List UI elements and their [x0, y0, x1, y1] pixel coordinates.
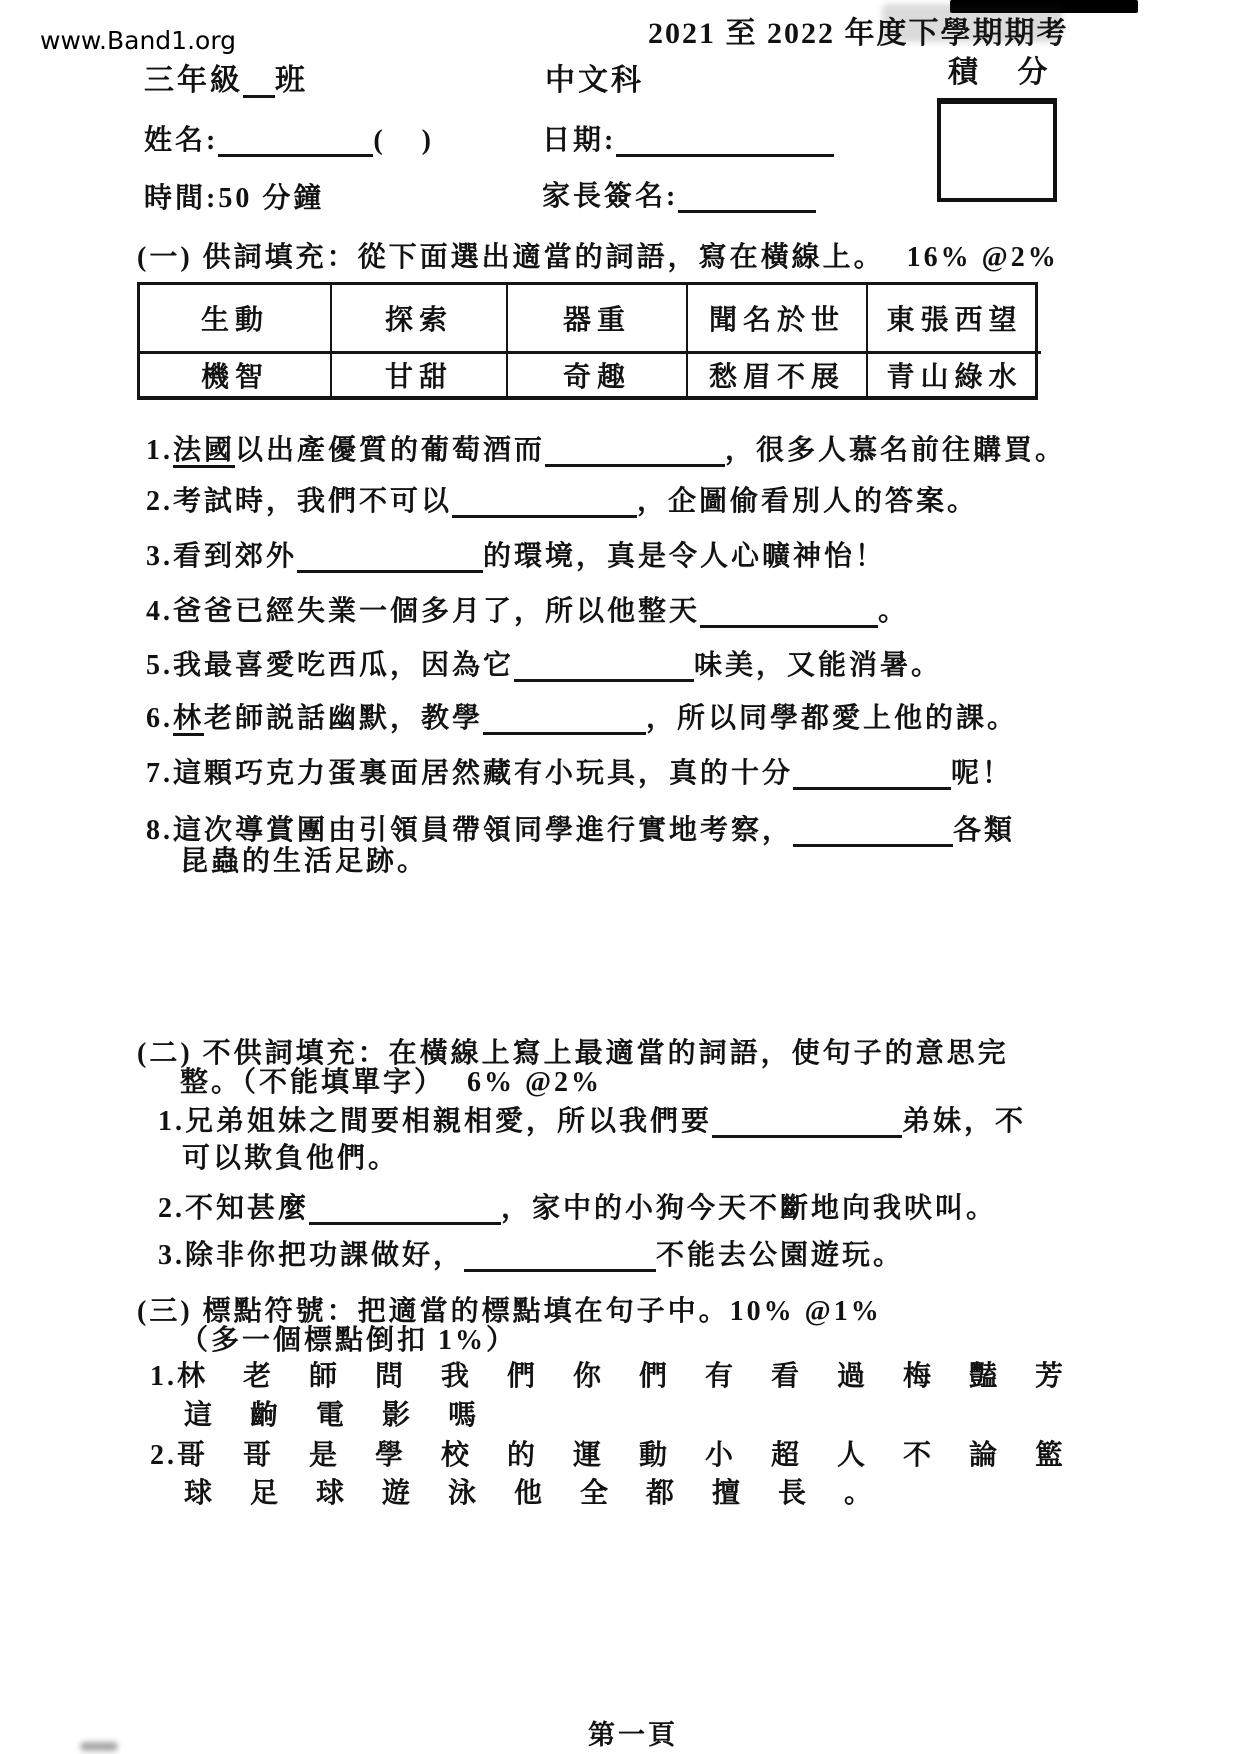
parent-sign-blank	[678, 200, 816, 213]
question-number: 3.	[146, 541, 173, 572]
section1-marks: 16% @2%	[906, 242, 1059, 273]
question-text: 這次導賞團由引領員帶領同學進行實地考察，	[173, 815, 794, 846]
watermark: www.Band1.org	[40, 26, 237, 55]
question-number: 8.	[146, 815, 173, 846]
answer-blank	[297, 560, 483, 573]
word-bank-cell: 奇趣	[506, 351, 686, 396]
answer-blank	[712, 1125, 902, 1138]
question-text: ，很多人慕名前往購買。	[725, 435, 1067, 466]
question-number: 5.	[146, 650, 173, 681]
s1-question-8-line2: 昆蟲的生活足跡。	[180, 846, 429, 877]
question-number: 1.	[146, 435, 173, 466]
question-text: 爸爸已經失業一個多月了，所以他整天	[173, 596, 701, 627]
name-label: 姓名:	[144, 125, 219, 156]
question-number: 2.	[146, 486, 173, 517]
section1-heading	[137, 241, 1059, 274]
s1-question-8	[146, 814, 1015, 847]
section2-heading-line2	[180, 1066, 602, 1099]
s2-question-2	[158, 1192, 997, 1225]
question-number: 4.	[146, 596, 173, 627]
question-text: 除非你把功課做好，	[185, 1240, 465, 1271]
answer-blank	[793, 777, 951, 790]
name-blank	[218, 144, 373, 157]
s2-question-1	[158, 1105, 1026, 1138]
question-number: 2.	[150, 1440, 177, 1471]
score-box	[937, 98, 1057, 202]
question-text: 以出產優質的葡萄酒而	[235, 435, 546, 466]
s3-question-1-line2: 這齣電影嗎	[184, 1400, 515, 1431]
word-bank-cell: 機智	[140, 351, 330, 396]
subject-label: 中文科	[545, 64, 644, 97]
question-number: 1.	[150, 1361, 177, 1392]
section2-heading-line1: (二) 不供詞填充：在橫線上寫上最適當的詞語，使句子的意思完	[137, 1038, 1009, 1069]
question-text: 味美，又能消暑。	[694, 650, 943, 681]
class-field	[144, 64, 308, 98]
question-number: 3.	[158, 1240, 185, 1271]
answer-blank	[545, 454, 725, 467]
exam-title: 2021 至 2022 年度下學期期考	[648, 17, 1069, 50]
question-text: 考試時，我們不可以	[173, 486, 453, 517]
answer-blank	[483, 722, 646, 735]
s3-question-2-line2: 球足球遊泳他全都擅長。	[184, 1478, 911, 1509]
answer-blank	[700, 615, 878, 628]
s1-question-5	[146, 649, 942, 682]
section3-heading-line2: （多一個標點倒扣 1%）	[180, 1325, 518, 1356]
s3-question-2-line1	[150, 1439, 1101, 1472]
question-text: 我最喜愛吃西瓜，因為它	[173, 650, 515, 681]
s1-question-4	[146, 595, 909, 628]
date-blank	[616, 144, 834, 157]
section2-marks: 6% @2%	[467, 1067, 603, 1098]
word-bank-table	[137, 282, 1038, 400]
question-text: 不知甚麼	[185, 1193, 310, 1224]
word-bank-cell: 生動	[200, 305, 269, 336]
parent-sign-label: 家長簽名:	[542, 181, 679, 212]
s1-question-2	[146, 485, 978, 518]
question-text: 看到郊外	[173, 541, 298, 572]
word-bank-cell: 東張西望	[866, 285, 1041, 351]
s2-question-1-line2: 可以欺負他們。	[182, 1143, 400, 1174]
section3-heading-text: (三) 標點符號：把適當的標點填在句子中。	[137, 1296, 730, 1327]
page-footer: 第一頁	[588, 1720, 678, 1750]
date-label: 日期:	[542, 125, 617, 156]
question-text: ，企圖偷看別人的答案。	[637, 486, 979, 517]
question-text: 這顆巧克力蛋裏面居然藏有小玩具，真的十分	[173, 758, 794, 789]
name-field	[144, 124, 434, 157]
word-bank-cell: 聞名於世	[686, 285, 866, 351]
word-bank-cell: 探索	[330, 285, 506, 351]
question-text: 兄弟姐妹之間要相親相愛，所以我們要	[185, 1106, 713, 1137]
word-bank-cell: 器重	[506, 285, 686, 351]
parent-sign-field	[542, 180, 816, 213]
score-label: 積 分	[948, 56, 1064, 89]
question-text: 不能去公園遊玩。	[656, 1240, 905, 1271]
underlined-word: 林	[173, 703, 205, 734]
scan-smudge-bottom-left	[80, 1742, 118, 1751]
question-number: 1.	[158, 1106, 185, 1137]
answer-blank	[793, 834, 953, 847]
question-text: 林老師問我們你們有看過梅豔芳	[177, 1361, 1102, 1392]
word-bank-cell: 甘甜	[330, 351, 506, 396]
s1-question-1	[146, 434, 1066, 467]
underlined-word: 法國	[173, 435, 236, 466]
question-text: 哥哥是學校的運動小超人不論籃	[177, 1440, 1102, 1471]
section3-marks: 10% @1%	[729, 1296, 882, 1327]
class-blank	[243, 85, 275, 98]
s3-question-1-line1	[150, 1360, 1101, 1393]
question-number: 6.	[146, 703, 173, 734]
name-paren: ( )	[373, 125, 434, 156]
question-text: 各類	[953, 815, 1016, 846]
s1-question-6	[146, 702, 1018, 735]
answer-blank	[464, 1259, 656, 1272]
question-text: 弟妹，不	[902, 1106, 1027, 1137]
word-bank-cell: 青山綠水	[866, 351, 1041, 396]
question-text: ，所以同學都愛上他的課。	[646, 703, 1019, 734]
class-suffix: 班	[275, 64, 308, 97]
s1-question-3	[146, 540, 886, 573]
question-text: 呢！	[951, 758, 1014, 789]
answer-blank	[514, 669, 694, 682]
section1-heading-text: (一) 供詞填充：從下面選出適當的詞語，寫在橫線上。	[137, 242, 885, 273]
section2-heading-text: 整。（不能填單字）	[180, 1067, 446, 1098]
question-text: 老師説話幽默，教學	[204, 703, 484, 734]
word-bank-cell: 愁眉不展	[686, 351, 866, 396]
class-prefix: 三年級	[144, 64, 243, 97]
question-text: 。	[878, 596, 910, 627]
question-text: 的環境，真是令人心曠神怡！	[483, 541, 887, 572]
s2-question-3	[158, 1239, 904, 1272]
answer-blank	[309, 1212, 501, 1225]
s1-question-7	[146, 757, 1013, 790]
question-number: 2.	[158, 1193, 185, 1224]
question-number: 7.	[146, 758, 173, 789]
answer-blank	[452, 505, 637, 518]
date-field	[542, 124, 834, 157]
time-field: 時間:50 分鐘	[144, 183, 325, 214]
question-text: ，家中的小狗今天不斷地向我吠叫。	[501, 1193, 998, 1224]
